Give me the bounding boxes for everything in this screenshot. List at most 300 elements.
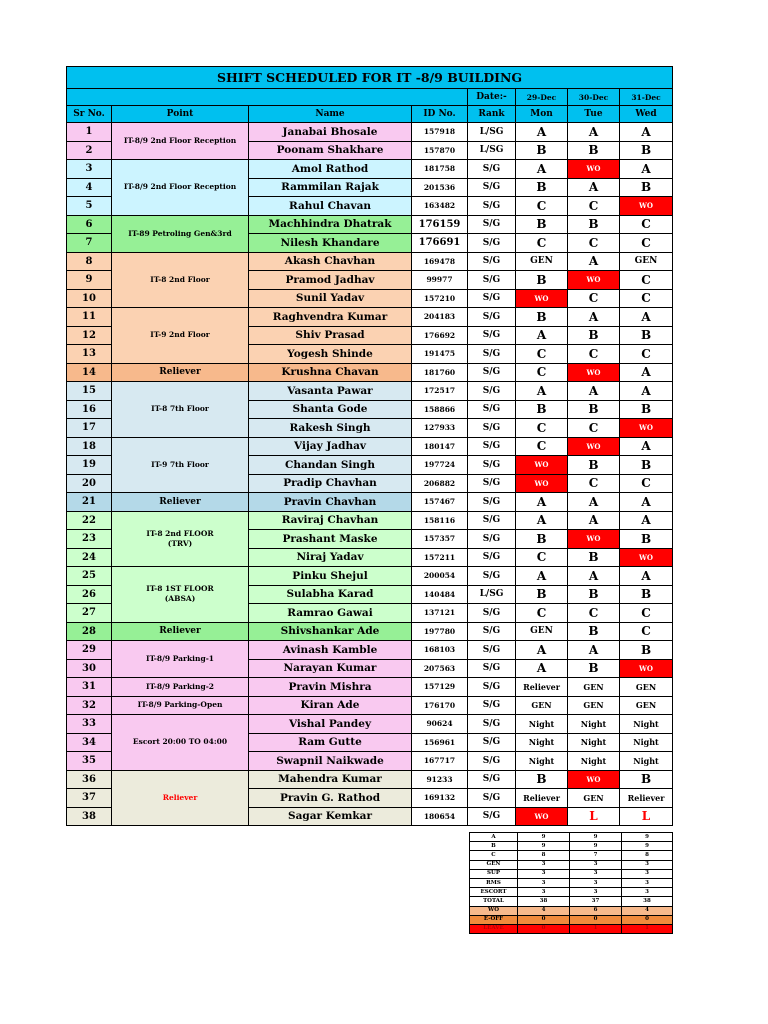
- shift-cell-mon: C: [516, 419, 568, 438]
- rank-cell: S/G: [468, 289, 516, 308]
- summary-value-tue: 7: [570, 851, 622, 860]
- shift-cell-mon: A: [516, 659, 568, 678]
- shift-cell-wed: C: [620, 215, 673, 234]
- point-cell: IT-9 2nd Floor: [112, 308, 249, 364]
- summary-value-wed: 3: [622, 869, 673, 878]
- summary-value-tue: 3: [570, 888, 622, 897]
- point-cell: IT-8 1ST FLOOR (ABSA): [112, 567, 249, 623]
- header-sr: Sr No.: [67, 106, 112, 123]
- id-cell: 181758: [412, 160, 468, 179]
- point-cell: Escort 20:00 TO 04:00: [112, 715, 249, 771]
- header-name: Name: [249, 106, 412, 123]
- summary-row: [470, 851, 673, 860]
- table-row: [67, 696, 673, 715]
- id-cell: 156961: [412, 733, 468, 752]
- sr-no-cell: 33: [67, 715, 112, 734]
- summary-value-mon: 3: [518, 860, 570, 869]
- shift-cell-wed: B: [620, 456, 673, 475]
- id-cell: 99977: [412, 271, 468, 290]
- rank-cell: S/G: [468, 363, 516, 382]
- rank-cell: S/G: [468, 659, 516, 678]
- point-cell: IT-89 Petroling Gen&3rd: [112, 215, 249, 252]
- summary-value-mon: 4: [518, 906, 570, 915]
- id-cell: 157467: [412, 493, 468, 512]
- shift-cell-tue: C: [568, 474, 620, 493]
- sr-no-cell: 35: [67, 752, 112, 771]
- name-cell: Pravin G. Rathod: [249, 789, 412, 808]
- summary-value-mon: 0: [518, 915, 570, 924]
- shift-cell-wed: WO: [620, 659, 673, 678]
- table-row: [67, 770, 673, 789]
- sr-no-cell: 28: [67, 622, 112, 641]
- date-label: Date:-: [468, 89, 516, 106]
- summary-label: LEAVE: [470, 924, 518, 933]
- sr-no-cell: 4: [67, 178, 112, 197]
- summary-value-wed: 3: [622, 860, 673, 869]
- shift-cell-tue: B: [568, 548, 620, 567]
- shift-cell-tue: B: [568, 622, 620, 641]
- sr-no-cell: 31: [67, 678, 112, 697]
- shift-cell-mon: B: [516, 141, 568, 160]
- shift-cell-wed: GEN: [620, 696, 673, 715]
- sr-no-cell: 30: [67, 659, 112, 678]
- id-cell: 191475: [412, 345, 468, 364]
- shift-cell-wed: B: [620, 141, 673, 160]
- rank-cell: S/G: [468, 752, 516, 771]
- shift-cell-mon: A: [516, 567, 568, 586]
- id-cell: 157211: [412, 548, 468, 567]
- name-cell: Rakesh Singh: [249, 419, 412, 438]
- point-cell: Reliever: [112, 770, 249, 826]
- summary-label: C: [470, 851, 518, 860]
- shift-cell-wed: A: [620, 511, 673, 530]
- shift-cell-tue: WO: [568, 363, 620, 382]
- id-cell: 200054: [412, 567, 468, 586]
- summary-row: [470, 842, 673, 851]
- sr-no-cell: 5: [67, 197, 112, 216]
- shift-cell-wed: A: [620, 493, 673, 512]
- table-row: [67, 123, 673, 142]
- header-wed: Wed: [620, 106, 673, 123]
- table-row: [67, 363, 673, 382]
- shift-cell-wed: A: [620, 437, 673, 456]
- summary-value-tue: 9: [570, 842, 622, 851]
- sr-no-cell: 34: [67, 733, 112, 752]
- summary-value-tue: 9: [570, 833, 622, 842]
- rank-cell: S/G: [468, 807, 516, 826]
- shift-cell-tue: Night: [568, 752, 620, 771]
- id-cell: 127933: [412, 419, 468, 438]
- name-cell: Janabai Bhosale: [249, 123, 412, 142]
- id-cell: 158866: [412, 400, 468, 419]
- name-cell: Kiran Ade: [249, 696, 412, 715]
- id-cell: 163482: [412, 197, 468, 216]
- id-cell: 91233: [412, 770, 468, 789]
- summary-value-wed: 9: [622, 842, 673, 851]
- shift-cell-tue: A: [568, 178, 620, 197]
- sr-no-cell: 6: [67, 215, 112, 234]
- name-cell: Machhindra Dhatrak: [249, 215, 412, 234]
- shift-cell-mon: B: [516, 585, 568, 604]
- name-cell: Ramrao Gawai: [249, 604, 412, 623]
- summary-row: [470, 833, 673, 842]
- summary-value-wed: 4: [622, 906, 673, 915]
- table-row: [67, 382, 673, 401]
- sr-no-cell: 7: [67, 234, 112, 253]
- header-mon: Mon: [516, 106, 568, 123]
- sr-no-cell: 22: [67, 511, 112, 530]
- sr-no-cell: 18: [67, 437, 112, 456]
- point-cell: IT-8 2nd FLOOR (TRV): [112, 511, 249, 567]
- id-cell: 176159: [412, 215, 468, 234]
- sr-no-cell: 3: [67, 160, 112, 179]
- name-cell: Rammilan Rajak: [249, 178, 412, 197]
- summary-value-wed: 3: [622, 878, 673, 887]
- shift-cell-mon: C: [516, 363, 568, 382]
- rank-cell: S/G: [468, 715, 516, 734]
- name-cell: Chandan Singh: [249, 456, 412, 475]
- sr-no-cell: 20: [67, 474, 112, 493]
- shift-cell-mon: B: [516, 400, 568, 419]
- sr-no-cell: 27: [67, 604, 112, 623]
- rank-cell: S/G: [468, 530, 516, 549]
- rank-cell: S/G: [468, 252, 516, 271]
- name-cell: Narayan Kumar: [249, 659, 412, 678]
- name-cell: Akash Chavhan: [249, 252, 412, 271]
- sr-no-cell: 37: [67, 789, 112, 808]
- shift-cell-tue: B: [568, 585, 620, 604]
- shift-cell-tue: A: [568, 511, 620, 530]
- id-cell: 157870: [412, 141, 468, 160]
- summary-label: B: [470, 842, 518, 851]
- table-row: [67, 641, 673, 660]
- rank-cell: S/G: [468, 197, 516, 216]
- id-cell: 140484: [412, 585, 468, 604]
- shift-cell-tue: GEN: [568, 696, 620, 715]
- name-cell: Amol Rathod: [249, 160, 412, 179]
- table-row: [67, 160, 673, 179]
- name-cell: Sunil Yadav: [249, 289, 412, 308]
- shift-cell-wed: A: [620, 382, 673, 401]
- rank-cell: S/G: [468, 308, 516, 327]
- shift-cell-tue: B: [568, 326, 620, 345]
- table-row: [67, 622, 673, 641]
- name-cell: Nilesh Khandare: [249, 234, 412, 253]
- rank-cell: S/G: [468, 493, 516, 512]
- summary-value-mon: 3: [518, 869, 570, 878]
- point-cell: IT-9 7th Floor: [112, 437, 249, 493]
- id-cell: 204183: [412, 308, 468, 327]
- point-cell: IT-8/9 Parking-2: [112, 678, 249, 697]
- shift-cell-tue: WO: [568, 770, 620, 789]
- shift-cell-wed: B: [620, 770, 673, 789]
- sr-no-cell: 8: [67, 252, 112, 271]
- shift-cell-tue: Night: [568, 715, 620, 734]
- date-wed: 31-Dec: [620, 89, 673, 106]
- rank-cell: S/G: [468, 271, 516, 290]
- summary-row: [470, 888, 673, 897]
- summary-label: TOTAL: [470, 897, 518, 906]
- shift-cell-tue: C: [568, 604, 620, 623]
- sr-no-cell: 14: [67, 363, 112, 382]
- name-cell: Swapnil Naikwade: [249, 752, 412, 771]
- rank-cell: S/G: [468, 511, 516, 530]
- id-cell: 197724: [412, 456, 468, 475]
- rank-cell: S/G: [468, 178, 516, 197]
- summary-value-mon: 9: [518, 833, 570, 842]
- shift-cell-mon: WO: [516, 456, 568, 475]
- shift-cell-mon: Reliever: [516, 789, 568, 808]
- summary-table-wrap: [469, 832, 672, 934]
- rank-cell: S/G: [468, 678, 516, 697]
- rank-cell: L/SG: [468, 141, 516, 160]
- shift-cell-wed: B: [620, 585, 673, 604]
- page-title: SHIFT SCHEDULED FOR IT -8/9 BUILDING: [67, 67, 673, 89]
- shift-cell-tue: B: [568, 400, 620, 419]
- table-row: [67, 678, 673, 697]
- summary-row: [470, 869, 673, 878]
- point-cell: IT-8/9 Parking-1: [112, 641, 249, 678]
- id-cell: 169132: [412, 789, 468, 808]
- shift-cell-wed: C: [620, 271, 673, 290]
- sr-no-cell: 1: [67, 123, 112, 142]
- rank-cell: S/G: [468, 696, 516, 715]
- shift-cell-wed: WO: [620, 548, 673, 567]
- shift-cell-tue: GEN: [568, 789, 620, 808]
- shift-cell-wed: Reliever: [620, 789, 673, 808]
- header-tue: Tue: [568, 106, 620, 123]
- id-cell: 158116: [412, 511, 468, 530]
- shift-cell-wed: A: [620, 363, 673, 382]
- rank-cell: S/G: [468, 474, 516, 493]
- summary-row: [470, 915, 673, 924]
- table-row: [67, 715, 673, 734]
- summary-row: [470, 878, 673, 887]
- summary-value-tue: 0: [570, 915, 622, 924]
- shift-cell-wed: GEN: [620, 678, 673, 697]
- shift-cell-wed: Night: [620, 715, 673, 734]
- shift-cell-wed: C: [620, 622, 673, 641]
- shift-cell-tue: C: [568, 234, 620, 253]
- summary-value-wed: 8: [622, 851, 673, 860]
- summary-table: [469, 832, 673, 934]
- shift-cell-mon: GEN: [516, 252, 568, 271]
- name-cell: Sulabha Karad: [249, 585, 412, 604]
- id-cell: 172517: [412, 382, 468, 401]
- table-row: [67, 252, 673, 271]
- summary-value-tue: 37: [570, 897, 622, 906]
- shift-cell-mon: Reliever: [516, 678, 568, 697]
- name-cell: Vasanta Pawar: [249, 382, 412, 401]
- sr-no-cell: 13: [67, 345, 112, 364]
- id-cell: 168103: [412, 641, 468, 660]
- sr-no-cell: 17: [67, 419, 112, 438]
- schedule-sheet: [66, 66, 672, 826]
- shift-cell-tue: A: [568, 493, 620, 512]
- id-cell: 201536: [412, 178, 468, 197]
- summary-value-tue: 6: [570, 906, 622, 915]
- point-cell: Reliever: [112, 363, 249, 382]
- summary-value-wed: 38: [622, 897, 673, 906]
- name-cell: Shivshankar Ade: [249, 622, 412, 641]
- shift-cell-mon: A: [516, 382, 568, 401]
- sr-no-cell: 10: [67, 289, 112, 308]
- shift-cell-mon: C: [516, 604, 568, 623]
- shift-cell-tue: C: [568, 289, 620, 308]
- name-cell: Raghvendra Kumar: [249, 308, 412, 327]
- shift-cell-tue: B: [568, 215, 620, 234]
- shift-cell-mon: C: [516, 437, 568, 456]
- shift-cell-wed: B: [620, 178, 673, 197]
- shift-cell-mon: A: [516, 641, 568, 660]
- shift-cell-wed: GEN: [620, 252, 673, 271]
- rank-cell: S/G: [468, 400, 516, 419]
- table-row: [67, 308, 673, 327]
- sr-no-cell: 15: [67, 382, 112, 401]
- shift-cell-wed: B: [620, 530, 673, 549]
- rank-cell: S/G: [468, 345, 516, 364]
- date-mon: 29-Dec: [516, 89, 568, 106]
- name-cell: Shanta Gode: [249, 400, 412, 419]
- rank-cell: S/G: [468, 419, 516, 438]
- shift-cell-mon: WO: [516, 807, 568, 826]
- name-cell: Prashant Maske: [249, 530, 412, 549]
- rank-cell: S/G: [468, 622, 516, 641]
- shift-cell-mon: A: [516, 511, 568, 530]
- shift-cell-tue: C: [568, 197, 620, 216]
- name-cell: Shiv Prasad: [249, 326, 412, 345]
- shift-cell-wed: A: [620, 160, 673, 179]
- id-cell: 157918: [412, 123, 468, 142]
- rank-cell: S/G: [468, 215, 516, 234]
- name-cell: Pinku Shejul: [249, 567, 412, 586]
- date-row-spacer: [67, 89, 468, 106]
- shift-cell-wed: C: [620, 345, 673, 364]
- shift-cell-wed: C: [620, 234, 673, 253]
- header-id: ID No.: [412, 106, 468, 123]
- id-cell: 90624: [412, 715, 468, 734]
- shift-cell-mon: C: [516, 197, 568, 216]
- id-cell: 181760: [412, 363, 468, 382]
- id-cell: 176170: [412, 696, 468, 715]
- name-cell: Pramod Jadhav: [249, 271, 412, 290]
- table-row: [67, 493, 673, 512]
- shift-cell-mon: A: [516, 123, 568, 142]
- shift-cell-tue: A: [568, 123, 620, 142]
- shift-cell-wed: B: [620, 641, 673, 660]
- summary-value-tue: 3: [570, 878, 622, 887]
- rank-cell: S/G: [468, 789, 516, 808]
- shift-cell-tue: A: [568, 567, 620, 586]
- shift-cell-tue: B: [568, 141, 620, 160]
- rank-cell: S/G: [468, 437, 516, 456]
- shift-cell-mon: B: [516, 308, 568, 327]
- shift-cell-tue: L: [568, 807, 620, 826]
- summary-value-mon: 3: [518, 878, 570, 887]
- id-cell: 176692: [412, 326, 468, 345]
- shift-cell-tue: WO: [568, 437, 620, 456]
- shift-cell-tue: WO: [568, 160, 620, 179]
- shift-cell-tue: Night: [568, 733, 620, 752]
- shift-cell-wed: WO: [620, 419, 673, 438]
- shift-cell-mon: A: [516, 326, 568, 345]
- shift-cell-mon: GEN: [516, 696, 568, 715]
- shift-cell-tue: GEN: [568, 678, 620, 697]
- shift-cell-mon: Night: [516, 752, 568, 771]
- summary-value-tue: 1: [570, 924, 622, 933]
- id-cell: 169478: [412, 252, 468, 271]
- point-cell: IT-8/9 2nd Floor Reception: [112, 123, 249, 160]
- shift-cell-mon: WO: [516, 289, 568, 308]
- id-cell: 197780: [412, 622, 468, 641]
- rank-cell: S/G: [468, 641, 516, 660]
- summary-value-wed: 3: [622, 888, 673, 897]
- summary-label: GEN: [470, 860, 518, 869]
- shift-cell-tue: WO: [568, 271, 620, 290]
- rank-cell: S/G: [468, 234, 516, 253]
- name-cell: Sagar Kemkar: [249, 807, 412, 826]
- shift-cell-mon: GEN: [516, 622, 568, 641]
- sr-no-cell: 26: [67, 585, 112, 604]
- id-cell: 180654: [412, 807, 468, 826]
- shift-cell-tue: C: [568, 345, 620, 364]
- name-cell: Pradip Chavhan: [249, 474, 412, 493]
- table-row: [67, 215, 673, 234]
- shift-cell-mon: B: [516, 178, 568, 197]
- id-cell: 176691: [412, 234, 468, 253]
- shift-cell-wed: C: [620, 604, 673, 623]
- shift-cell-wed: C: [620, 289, 673, 308]
- shift-cell-tue: A: [568, 308, 620, 327]
- shift-cell-wed: A: [620, 123, 673, 142]
- name-cell: Krushna Chavan: [249, 363, 412, 382]
- name-cell: Ram Gutte: [249, 733, 412, 752]
- schedule-table: [66, 66, 673, 826]
- summary-value-mon: 38: [518, 897, 570, 906]
- shift-cell-wed: WO: [620, 197, 673, 216]
- sr-no-cell: 25: [67, 567, 112, 586]
- summary-value-tue: 3: [570, 860, 622, 869]
- shift-cell-mon: C: [516, 548, 568, 567]
- shift-cell-tue: A: [568, 641, 620, 660]
- shift-cell-wed: Night: [620, 733, 673, 752]
- name-cell: Avinash Kamble: [249, 641, 412, 660]
- summary-label: WO: [470, 906, 518, 915]
- shift-cell-wed: L: [620, 807, 673, 826]
- summary-value-wed: 0: [622, 915, 673, 924]
- summary-label: SUP: [470, 869, 518, 878]
- summary-row: [470, 860, 673, 869]
- summary-value-mon: 3: [518, 888, 570, 897]
- table-row: [67, 567, 673, 586]
- sr-no-cell: 32: [67, 696, 112, 715]
- rank-cell: S/G: [468, 733, 516, 752]
- shift-cell-mon: B: [516, 530, 568, 549]
- rank-cell: S/G: [468, 770, 516, 789]
- summary-value-mon: 0: [518, 924, 570, 933]
- name-cell: Pravin Mishra: [249, 678, 412, 697]
- rank-cell: S/G: [468, 326, 516, 345]
- sr-no-cell: 9: [67, 271, 112, 290]
- shift-cell-mon: Night: [516, 715, 568, 734]
- id-cell: 157210: [412, 289, 468, 308]
- sr-no-cell: 29: [67, 641, 112, 660]
- rank-cell: S/G: [468, 456, 516, 475]
- shift-cell-mon: C: [516, 345, 568, 364]
- sr-no-cell: 19: [67, 456, 112, 475]
- summary-label: A: [470, 833, 518, 842]
- sr-no-cell: 23: [67, 530, 112, 549]
